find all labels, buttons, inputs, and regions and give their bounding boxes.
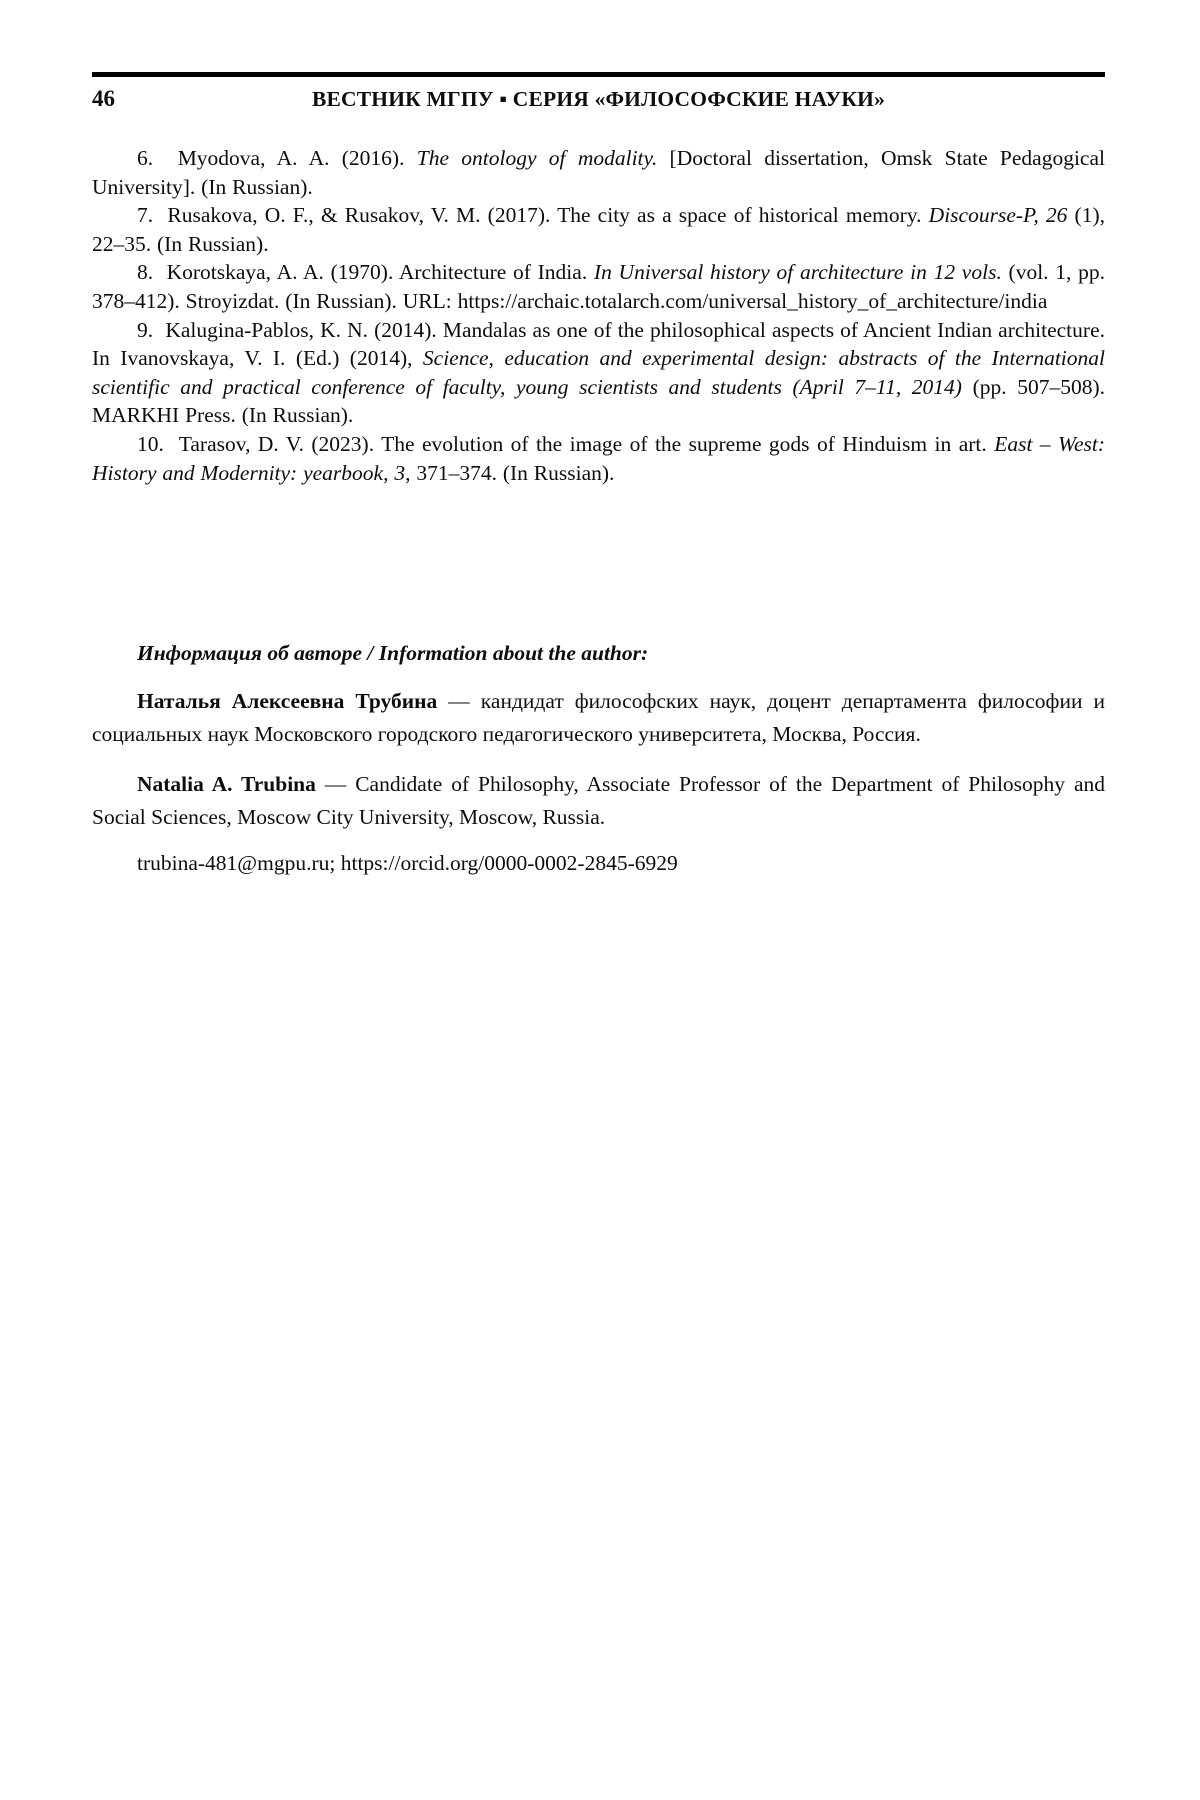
- reference-item-6: 6. Myodova, A. A. (2016). The ontology of modality. [Doctoral dissertation, Omsk State Pedagogical University]. (In Russian).: [92, 146, 1105, 199]
- reference-item-8: 8. Korotskaya, A. A. (1970). Architecture of India. In Universal history of architecture in 12 vols. (vol. 1, pp. 378–412). Stroyizdat. (In Russian). URL: https://archaic.totalarch.com/universal_history_of_architecture/india: [92, 260, 1105, 313]
- reference-item-9: 9. Kalugina-Pablos, K. N. (2014). Mandalas as one of the philosophical aspects of Ancient Indian architecture. In Ivanovskaya, V. I. (Ed.) (2014), Science, education and experimental design: abstracts of the International scientific and practical conference of faculty, young scientists and students (April 7–11, 2014) (pp. 507–508). MARKHI Press. (In Russian).: [92, 317, 1105, 428]
- author-contact-line: trubina-481@mgpu.ru; https://orcid.org/0000-0002-2845-6929: [137, 851, 678, 876]
- page-body: [92, 144, 1105, 878]
- author-info-russian: Наталья Алексеевна Трубина — кандидат философских наук, доцент департамента философии и социальных наук Московского городского педагогического университета, Москва, Россия.: [92, 689, 1105, 747]
- header-row: [92, 80, 1105, 118]
- header-rule: [92, 72, 1105, 77]
- reference-item-10: 10. Tarasov, D. V. (2023). The evolution of the image of the supreme gods of Hinduism in art. East – West: History and Modernity: yearbook, 3, 371–374. (In Russian).: [92, 431, 1105, 485]
- author-info-heading: Информация об авторе / Information about the author:: [137, 641, 649, 666]
- journal-series-title: ВЕСТНИК МГПУ ▪ СЕРИЯ «ФИЛОСОФСКИЕ НАУКИ»: [311, 86, 886, 111]
- page-number: 46: [92, 86, 115, 111]
- author-info-english: Natalia A. Trubina — Candidate of Philosophy, Associate Professor of the Department of Philosophy and Social Sciences, Moscow City University, Moscow, Russia.: [92, 772, 1105, 830]
- page-header: [92, 72, 1105, 118]
- references-list: [92, 144, 1105, 487]
- reference-item-7: 7. Rusakova, O. F., & Rusakov, V. M. (2017). The city as a space of historical memory. Discourse-P, 26 (1), 22–35. (In Russian).: [92, 203, 1105, 256]
- author-info-section: [92, 639, 1105, 878]
